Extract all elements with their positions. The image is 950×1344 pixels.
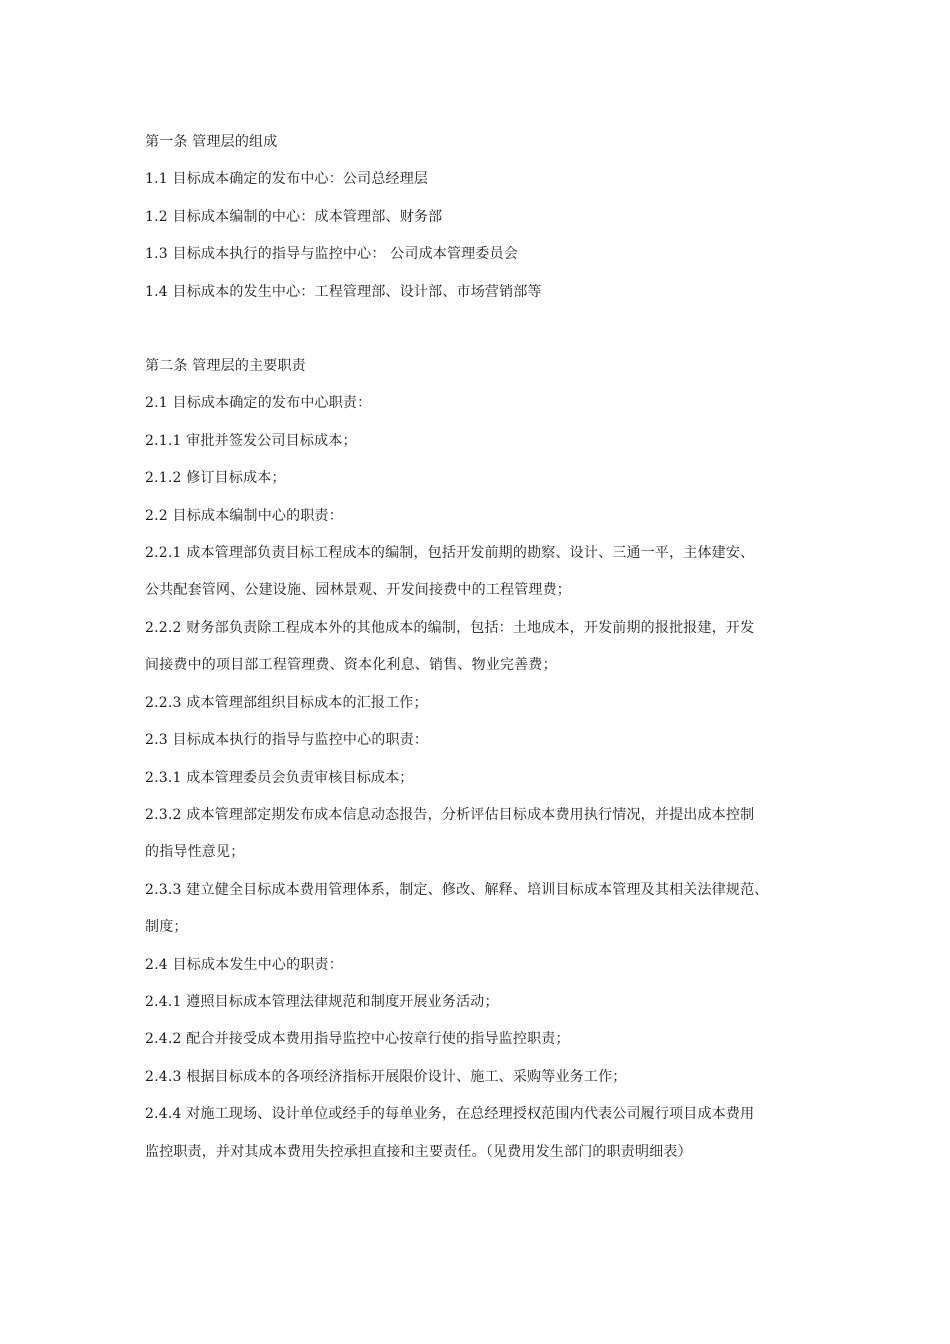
section-1-item: 1.2 目标成本编制的中心：成本管理部、财务部: [145, 208, 443, 225]
section-2-line: 2.2.2 财务部负责除工程成本外的其他成本的编制，包括：土地成本，开发前期的报批报建，开发: [145, 619, 755, 636]
section-2-line: 2.2 目标成本编制中心的职责：: [145, 507, 343, 524]
section-2-line: 制度；: [145, 919, 188, 936]
section-2-line: 2.4.2 配合并接受成本费用指导监控中心按章行使的指导监控职责；: [145, 1031, 570, 1048]
section-2-line: 2.3 目标成本执行的指导与监控中心的职责：: [145, 732, 429, 749]
document-body: [145, 124, 825, 1171]
section-2-line: 2.3.2 成本管理部定期发布成本信息动态报告，分析评估目标成本费用执行情况，并提出成本控制: [145, 806, 755, 823]
section-2-line: 2.1.2 修订目标成本；: [145, 470, 286, 487]
section-2-line: 2.4.4 对施工现场、设计单位或经手的每单业务，在总经理授权范围内代表公司履行项目成本费用: [145, 1106, 755, 1123]
section-2-line: 公共配套管网、公建设施、园林景观、开发间接费中的工程管理费；: [145, 582, 571, 599]
section-1-item: 1.3 目标成本执行的指导与监控中心： 公司成本管理委员会: [145, 246, 518, 263]
section-2-line: 监控职责，并对其成本费用失控承担直接和主要责任。（见费用发生部门的职责明细表）: [145, 1143, 692, 1160]
section-2-line: 2.1 目标成本确定的发布中心职责：: [145, 395, 372, 412]
section-1-item: 1.1 目标成本确定的发布中心：公司总经理层: [145, 171, 429, 188]
section-2-line: 2.3.3 建立健全目标成本费用管理体系，制定、修改、解释、培训目标成本管理及其相关法律规范、: [145, 881, 769, 898]
section-1-title: 第一条 管理层的组成: [145, 134, 278, 150]
section-1-item: 1.4 目标成本的发生中心：工程管理部、设计部、市场营销部等: [145, 283, 542, 300]
section-2-line: 2.4 目标成本发生中心的职责：: [145, 956, 343, 973]
section-2-line: 的指导性意见；: [145, 844, 245, 861]
section-2-line: 2.4.3 根据目标成本的各项经济指标开展限价设计、施工、采购等业务工作；: [145, 1068, 627, 1085]
section-2-line: 2.1.1 审批并签发公司目标成本；: [145, 432, 357, 449]
section-2-line: 2.2.1 成本管理部负责目标工程成本的编制，包括开发前期的勘察、设计、三通一平，主体建安、: [145, 545, 755, 562]
section-2-line: 2.3.1 成本管理委员会负责审核目标成本；: [145, 769, 414, 786]
section-2-line: 2.2.3 成本管理部组织目标成本的汇报工作；: [145, 694, 428, 711]
section-2-line: 2.4.1 遵照目标成本管理法律规范和制度开展业务活动；: [145, 993, 499, 1010]
section-spacer: [145, 311, 825, 348]
section-2-line: 间接费中的项目部工程管理费、资本化利息、销售、物业完善费；: [145, 657, 557, 674]
section-2-title: 第二条 管理层的主要职责: [145, 358, 306, 375]
